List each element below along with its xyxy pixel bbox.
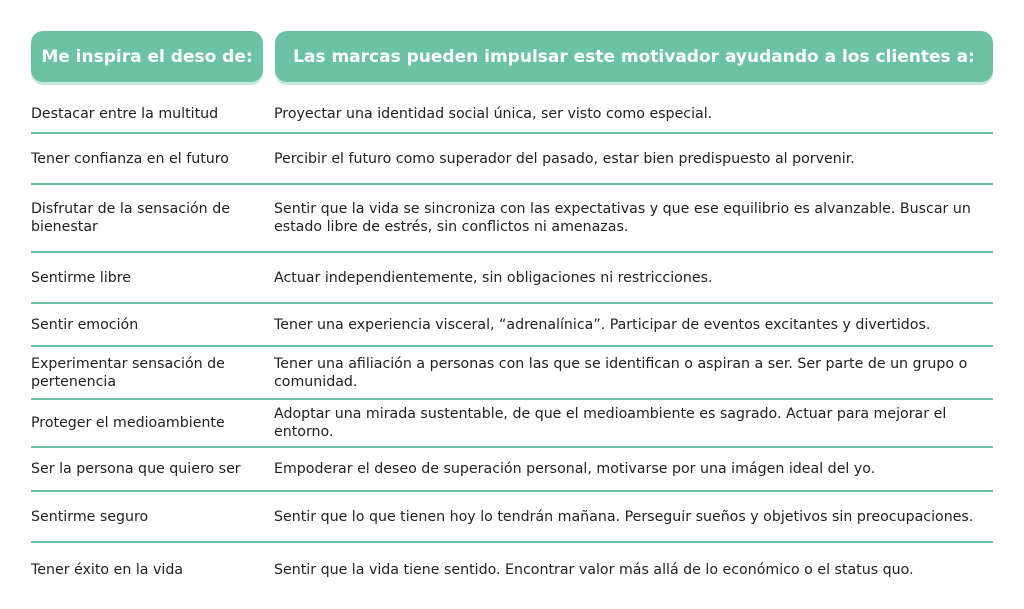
table-row bbox=[31, 448, 993, 490]
desire-cell: Experimentar sensación de pertenencia bbox=[31, 355, 225, 390]
desire-cell: Sentir emoción bbox=[31, 316, 139, 333]
desire-cell: Tener éxito en la vida bbox=[31, 562, 184, 578]
column-header-brand-help: Las marcas pueden impulsar este motivador ayudando a los clientes a: bbox=[275, 31, 993, 82]
desire-cell: Sentirme libre bbox=[31, 269, 132, 286]
table-row bbox=[31, 492, 993, 541]
brand-help-cell: Adoptar una mirada sustentable, de que el medioambiente es sagrado. Actuar para mejorar el entorno. bbox=[274, 406, 947, 440]
table-row bbox=[31, 347, 993, 398]
brand-help-cell: Sentir que la vida se sincroniza con las expectativas y que ese equilibrio es alvanzable. Buscar un estado libre de estrés, sin conflictos ni amenazas. bbox=[274, 201, 971, 235]
table-row bbox=[31, 400, 993, 446]
desire-cell: Ser la persona que quiero ser bbox=[31, 461, 241, 477]
table-row bbox=[31, 304, 993, 345]
brand-help-cell: Empoderar el deseo de superación personal, motivarse por una imágen ideal del yo. bbox=[274, 461, 876, 477]
brand-help-cell: Proyectar una identidad social única, ser visto como especial. bbox=[274, 106, 713, 122]
desire-cell: Proteger el medioambiente bbox=[31, 415, 225, 431]
desire-cell: Disfrutar de la sensación de bienestar bbox=[31, 201, 230, 235]
table-row bbox=[31, 134, 993, 183]
column-header-desire: Me inspira el deso de: bbox=[31, 31, 263, 82]
table-row bbox=[31, 185, 993, 251]
desire-cell: Destacar entre la multitud bbox=[31, 106, 219, 122]
desire-cell: Tener confianza en el futuro bbox=[31, 150, 229, 167]
brand-help-cell: Actuar independientemente, sin obligaciones ni restricciones. bbox=[274, 269, 713, 286]
brand-help-cell: Tener una afiliación a personas con las que se identifican o aspiran a ser. Ser parte de un grupo o comunidad. bbox=[274, 355, 968, 390]
brand-help-cell: Percibir el futuro como superador del pasado, estar bien predispuesto al porvenir. bbox=[274, 150, 855, 167]
brand-help-cell: Tener una experiencia visceral, “adrenalínica”. Participar de eventos excitantes y divertidos. bbox=[274, 316, 931, 333]
table-row bbox=[31, 96, 993, 132]
table-row bbox=[31, 543, 993, 597]
brand-help-cell: Sentir que la vida tiene sentido. Encontrar valor más allá de lo económico o el status quo. bbox=[274, 562, 914, 578]
brand-help-cell: Sentir que lo que tienen hoy lo tendrán mañana. Perseguir sueños y objetivos sin preocupaciones. bbox=[274, 508, 974, 525]
desire-cell: Sentirme seguro bbox=[31, 508, 149, 525]
table-row bbox=[31, 253, 993, 302]
